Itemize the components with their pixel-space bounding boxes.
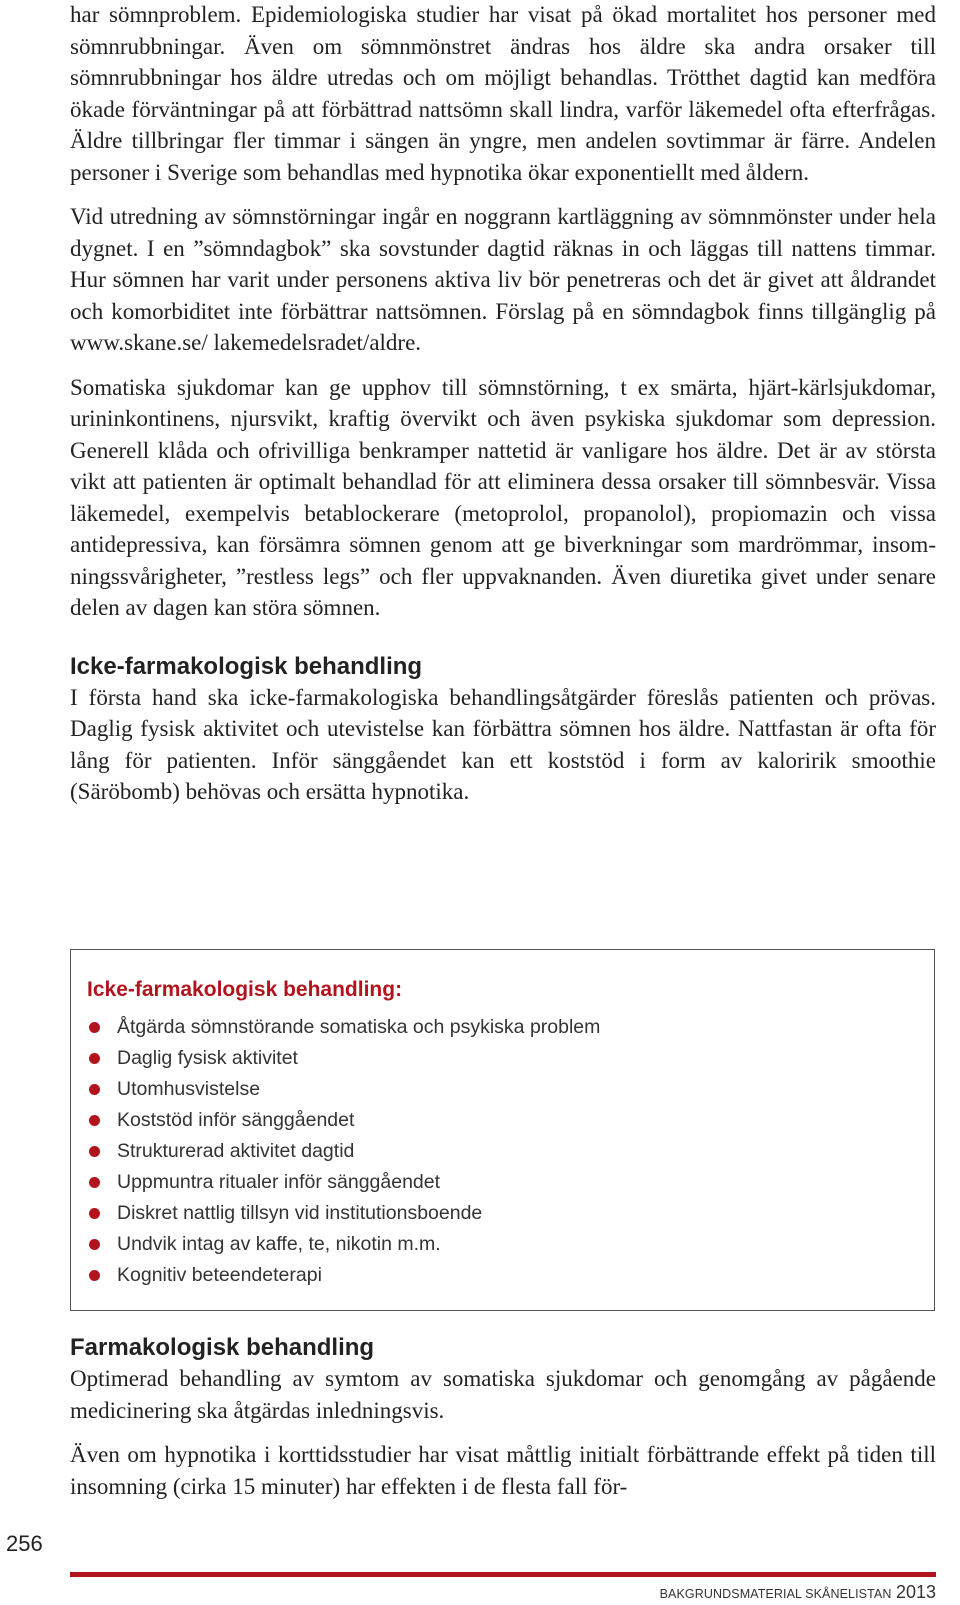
bullet-icon [89, 1270, 100, 1281]
list-item [87, 1167, 918, 1198]
footer-divider [70, 1572, 936, 1577]
list-item-text: Kognitiv beteendeterapi [117, 1264, 322, 1286]
list-item [87, 1074, 918, 1105]
bullet-icon [89, 1239, 100, 1250]
page-content-lower [70, 1333, 936, 1515]
bullet-icon [89, 1053, 100, 1064]
list-item [87, 1260, 918, 1291]
footer-label [660, 1582, 936, 1603]
heading-non-pharmacological: Icke-farmakologisk behandling [70, 652, 423, 680]
paragraph-sleep-investigation: Vid utredning av sömnstörningar ingår en noggrann kartläggning av sömnmönster under hela dygnet. I en ”sömndagbok” ska sovstunder dagtid räknas in och läggas till nattens timmar. Hur sömnen har varit under personens aktiva liv bör penetreras och det är givet att åldrandet och komorbiditet inte förbättrar nattsömnen. Förslag på en sömndagbok finns tillgänglig på www.skane.se/ lakemedelsradet/aldre. [70, 204, 936, 355]
bullet-icon [89, 1115, 100, 1126]
info-box-list [87, 1012, 918, 1291]
paragraph-pharmacological-intro: Optimerad behandling av symtom av somatiska sjukdomar och genomgång av pågående medicinering ska åtgärdas inledningsvis. [70, 1366, 936, 1423]
bullet-icon [89, 1084, 100, 1095]
list-item [87, 1043, 918, 1074]
list-item-text: Strukturerad aktivitet dagtid [117, 1140, 355, 1162]
info-box-title: Icke-farmakologisk behandling: [87, 978, 403, 1001]
paragraph-somatic-diseases: Somatiska sjukdomar kan ge upphov till sömnstörning, t ex smärta, hjärt-kärlsjukdomar, urininkontinens, njursvikt, kraftig övervikt och även psykiska sjukdomar som depression. Generell klåda och ofrivilliga benkramper nattetid är vanligare hos äldre. Det är av största vikt att patienten är optimalt behandlad för att eliminera dessa orsaker till sömnbesvär. Vissa läkemedel, exempelvis betablockerare (metoprolol, propanolol), propiomazin och vissa antidepressiva, kan försämra sömnen genom att ge biverkningar som mardrömmar, insomningssvårigheter, ”restless legs” och fler uppvaknanden. Även diuretika givet under senare delen av dagen kan störa sömnen. [70, 374, 936, 620]
list-item [87, 1012, 918, 1043]
page-number: 256 [6, 1531, 43, 1556]
paragraph-sleep-elderly: har sömnproblem. Epidemiologiska studier har visat på ökad mortalitet hos personer med sömnrubbningar. Även om sömnmönstret ändras hos äldre ska andra orsaker till sömnrubbningar hos äldre utredas och om möjligt behandlas. Trötthet dagtid kan medföra ökade förväntningar på att förbättrad nattsömn skall lindra, varför läkemedel ofta efterfrågas. Äldre tillbringar fler timmar i sängen än yngre, men andelen sovtimmar är färre. Andelen personer i Sverige som behandlas med hypnotika ökar exponentiellt med åldern. [70, 2, 936, 185]
list-item-text: Diskret nattlig tillsyn vid institutionsboende [117, 1202, 483, 1224]
heading-pharmacological: Farmakologisk behandling [70, 1334, 375, 1361]
paragraph-non-pharmacological: I första hand ska icke-farmakologiska behandlingsåtgärder föreslås patienten och prövas. Daglig fysisk aktivitet och utevistelse kan förbättra sömnen hos äldre. Nattfastan är ofta för lång för patienten. Inför sänggåendet kan ett koststöd i form av kaloririk smoothie (Säröbomb) behövas och ersätta hypnotika. [70, 684, 936, 804]
list-item-text: Utomhusvistelse [117, 1078, 261, 1100]
bullet-icon [89, 1146, 100, 1157]
list-item-text: Undvik intag av kaffe, te, nikotin m.m. [117, 1233, 441, 1255]
page-content [70, 0, 936, 821]
list-item [87, 1198, 918, 1229]
bullet-icon [89, 1208, 100, 1219]
list-item [87, 1136, 918, 1167]
list-item [87, 1229, 918, 1260]
bullet-icon [89, 1177, 100, 1188]
list-item-text: Koststöd inför sänggåendet [117, 1109, 355, 1131]
list-item [87, 1105, 918, 1136]
paragraph-hypnotics: Även om hypnotika i korttidsstudier har visat måttlig initialt förbättrande effekt på tiden till insomning (cirka 15 minuter) har effekten i de flesta fall för- [70, 1442, 936, 1499]
bullet-icon [89, 1022, 100, 1033]
list-item-text: Daglig fysisk aktivitet [117, 1047, 298, 1069]
footer-year: 2013 [895, 1582, 936, 1602]
list-item-text: Åtgärda sömnstörande somatiska och psykiska problem [117, 1016, 601, 1038]
list-item-text: Uppmuntra ritualer inför sänggåendet [117, 1171, 441, 1193]
footer-publication: BAKGRUNDSMATERIAL SKÅNELISTAN [659, 1587, 892, 1601]
info-box-non-pharmacological [70, 949, 935, 1311]
